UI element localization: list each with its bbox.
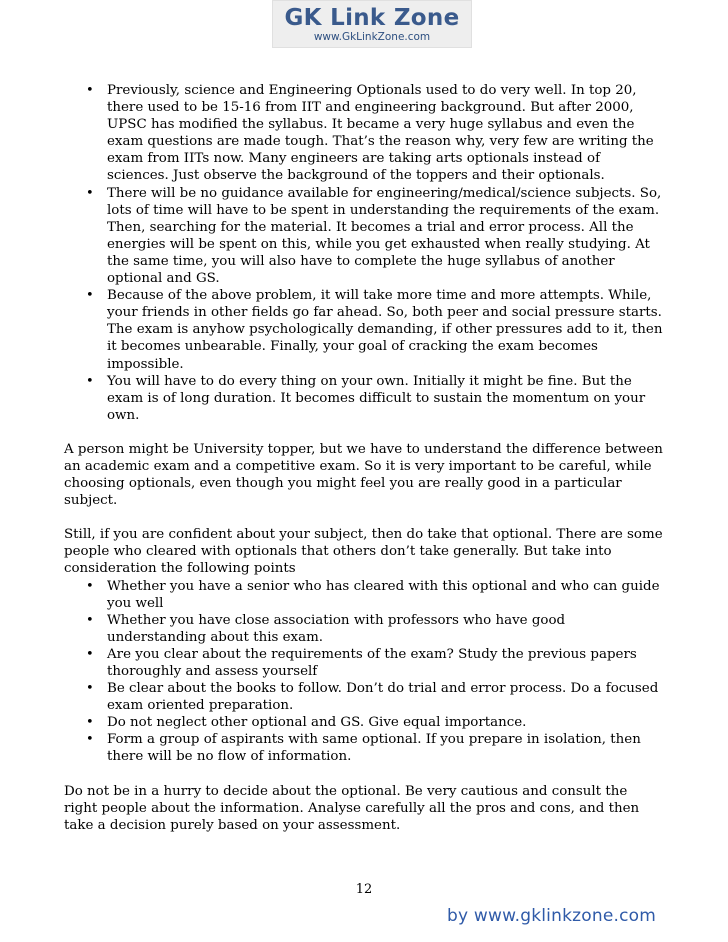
bullet-icon: • [86,185,94,201]
list-item: • Because of the above problem, it will take more time and more attempts. While, your friends in other fields go far ahead. So, both peer and social pressure starts. The exam is anyhow psychologically demanding, if other pressures add to it, then it becomes unbearable. Finally, your goal of cracking the exam becomes impossible. [86,288,663,372]
footer-brand: by www.gklinkzone.com [447,906,656,926]
paragraph-university-topper: A person might be University topper, but we have to understand the difference between an academic exam and a competitive exam. So it is very important to be careful, while choosing optionals, even though you might feel you are really good in a particular subject. [64,441,663,509]
list-item: • Previously, science and Engineering Optionals used to do very well. In top 20, there used to be 15-16 from IIT and engineering background. But after 2000, UPSC has modified the syllabus. It became a very huge syllabus and even the exam questions are made tough. That’s the reason why, very few are writing the exam from IITs now. Many engineers are taking arts optionals instead of sciences. Just observe the background of the toppers and their optionals. [86,83,654,184]
list-item: • Do not neglect other optional and GS. Give equal importance. [86,715,527,731]
bullet-icon: • [86,646,94,662]
list-item: • There will be no guidance available for engineering/medical/science subjects. So, lots of time will have to be spent in understanding the requirements of the exam. Then, searching for the material. It becomes a trial and error process. All the energies will be spent on this, while you get exhausted when really studying. At the same time, you will also have to complete the huge syllabus of another optional and GS. [86,185,662,287]
list-item: • You will have to do every thing on your own. Initially it might be fine. But the exam is of long duration. It becomes difficult to sustain the momentum on your own. [86,373,646,423]
list-item: • Form a group of aspirants with same optional. If you prepare in isolation, then there will be no flow of information. [86,732,641,765]
logo-url: www.GkLinkZone.com [313,31,431,43]
list-item: • Are you clear about the requirements of the exam? Study the previous papers thoroughly and assess yourself [86,646,637,679]
bullet-icon: • [86,681,94,697]
bullet-list-1 [64,82,664,424]
site-logo [272,0,472,48]
list-item: • Be clear about the books to follow. Don’t do trial and error process. Do a focused exam oriented preparation. [86,681,659,714]
bullet-list-2 [64,578,664,766]
bullet-icon: • [86,715,94,731]
bullet-icon: • [86,83,94,98]
list-item: • Whether you have a senior who has cleared with this optional and who can guide you well [86,578,660,611]
bullet-icon: • [86,288,94,304]
paragraph-conclusion: Do not be in a hurry to decide about the optional. Be very cautious and consult the right people about the information. Analyse carefully all the pros and cons, and then take a decision purely based on your assessment. [64,783,640,833]
page-number: 12 [355,882,373,897]
bullet-icon: • [86,373,94,389]
bullet-icon: • [86,578,94,594]
bullet-icon: • [86,612,94,628]
page-content [64,82,664,834]
list-item: • Whether you have close association with professors who have good understanding about this exam. [86,612,566,645]
bullet-icon: • [86,732,94,748]
paragraph-confident-subject: Still, if you are confident about your subject, then do take that optional. There are some people who cleared with optionals that others don’t take generally. But take into consideration the following points [64,527,663,577]
logo-title: GK Link Zone [284,5,460,31]
